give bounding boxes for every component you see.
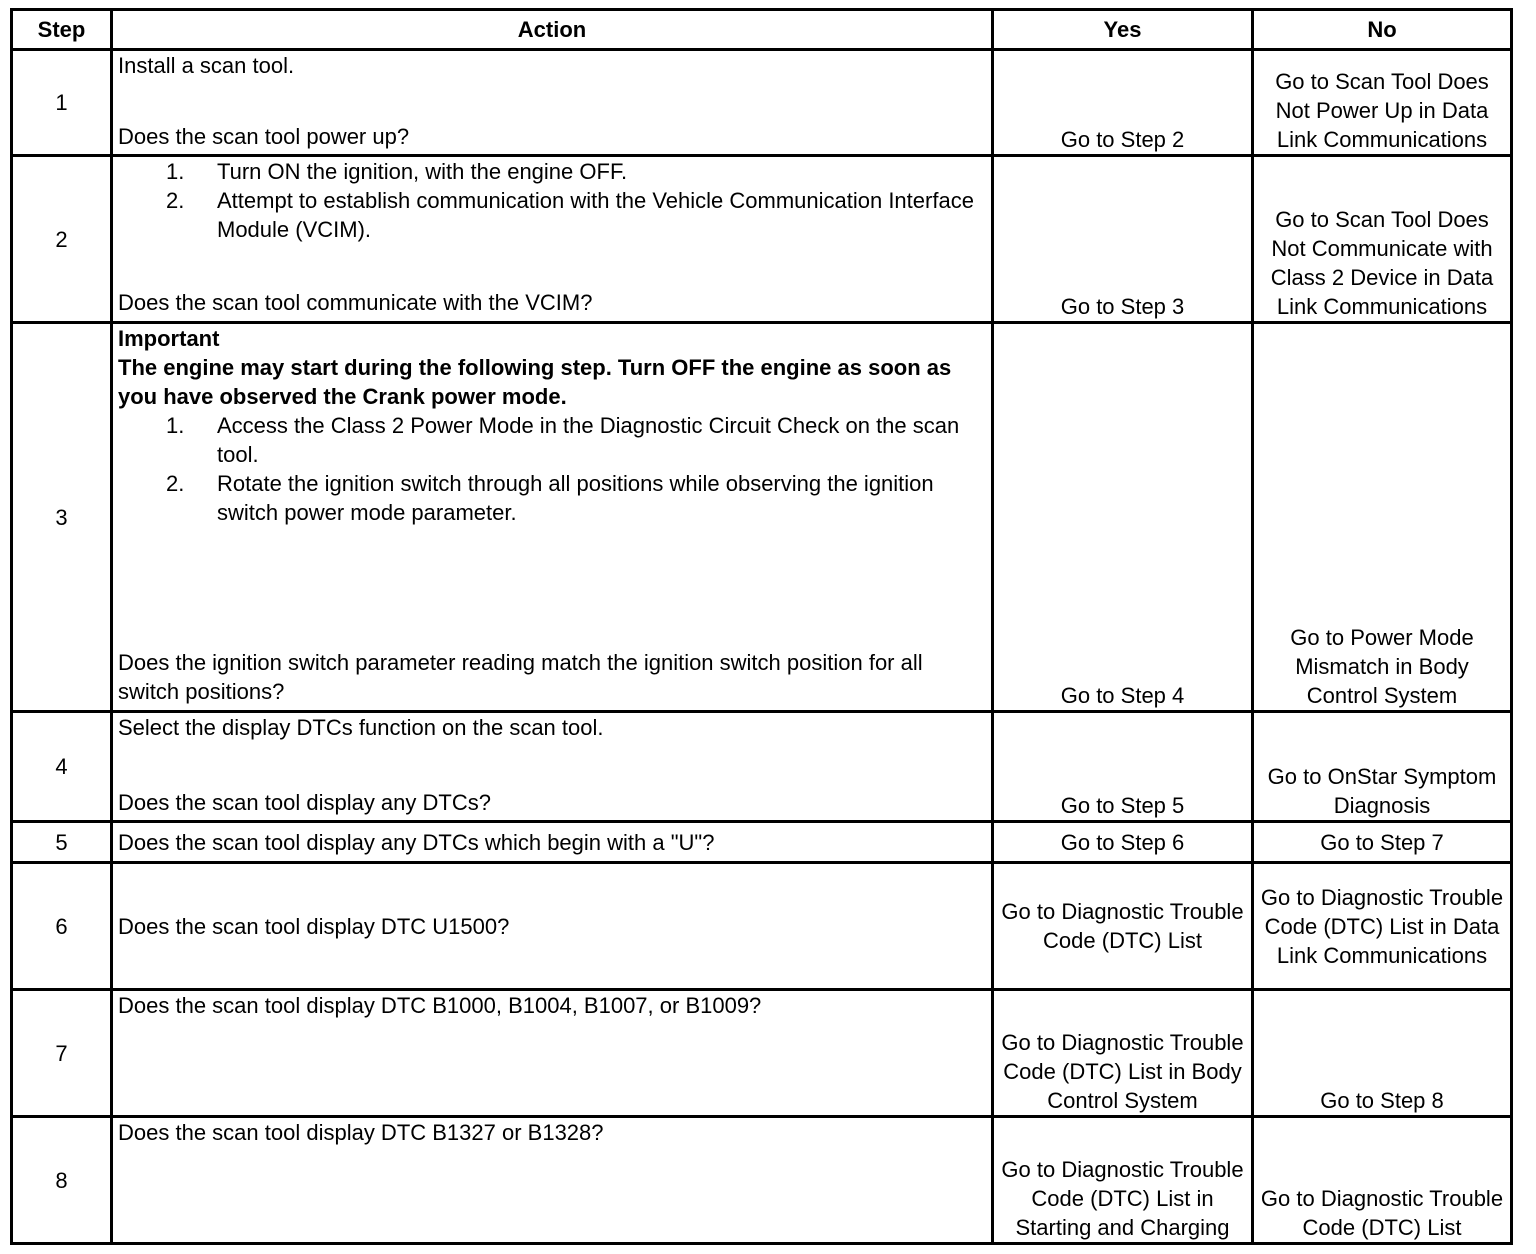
action-question: Does the scan tool communicate with the VCIM? <box>118 290 593 315</box>
step-number: 3 <box>12 323 112 712</box>
no-cell: Go to Step 8 <box>1253 990 1512 1117</box>
list-item: 2. Rotate the ignition switch through all positions while observing the ignition switch power mode parameter. <box>166 471 934 525</box>
yes-cell: Go to Step 4 <box>993 323 1253 712</box>
header-yes: Yes <box>993 10 1253 50</box>
step-number: 6 <box>12 863 112 990</box>
step-number: 4 <box>12 712 112 822</box>
important-text: The engine may start during the following step. Turn OFF the engine as soon as you have observed the Crank power mode. <box>118 355 952 409</box>
header-no: No <box>1253 10 1512 50</box>
header-action: Action <box>112 10 993 50</box>
header-row <box>12 10 1512 50</box>
yes-cell: Go to Step 2 <box>993 50 1253 156</box>
step-number: 7 <box>12 990 112 1117</box>
yes-cell: Go to Diagnostic Trouble Code (DTC) List <box>993 863 1253 990</box>
action-question: Does the scan tool display any DTCs which begin with a "U"? <box>112 822 993 863</box>
yes-cell: Go to Step 6 <box>993 822 1253 863</box>
action-intro: Install a scan tool. <box>118 53 295 78</box>
action-cell <box>112 323 993 712</box>
list-item: 2. Attempt to establish communication with the Vehicle Communication Interface Module (VCIM). <box>166 188 974 242</box>
table-row <box>12 1117 1512 1244</box>
no-cell: Go to Diagnostic Trouble Code (DTC) List in Data Link Communications <box>1253 863 1512 990</box>
action-question: Does the ignition switch parameter reading match the ignition switch position for all switch positions? <box>118 650 923 704</box>
action-cell <box>112 712 993 822</box>
header-step: Step <box>12 10 112 50</box>
yes-cell: Go to Diagnostic Trouble Code (DTC) List in Starting and Charging <box>993 1117 1253 1244</box>
important-label: Important <box>118 326 220 351</box>
no-cell: Go to Scan Tool Does Not Power Up in Data Link Communications <box>1253 50 1512 156</box>
action-question: Does the scan tool display any DTCs? <box>118 790 491 815</box>
table-row <box>12 323 1512 712</box>
no-cell: Go to OnStar Symptom Diagnosis <box>1253 712 1512 822</box>
action-question: Does the scan tool display DTC B1327 or B1328? <box>112 1117 993 1244</box>
action-question: Does the scan tool display DTC B1000, B1004, B1007, or B1009? <box>112 990 993 1117</box>
action-list <box>118 157 986 244</box>
action-intro: Select the display DTCs function on the scan tool. <box>118 715 604 740</box>
step-number: 5 <box>12 822 112 863</box>
action-question: Does the scan tool power up? <box>118 124 410 149</box>
no-cell: Go to Step 7 <box>1253 822 1512 863</box>
table-row <box>12 990 1512 1117</box>
action-cell <box>112 50 993 156</box>
no-cell: Go to Power Mode Mismatch in Body Control System <box>1253 323 1512 712</box>
table-row <box>12 50 1512 156</box>
no-cell: Go to Diagnostic Trouble Code (DTC) List <box>1253 1117 1512 1244</box>
diagnostic-table <box>10 8 1513 1245</box>
yes-cell: Go to Step 3 <box>993 156 1253 323</box>
table-row <box>12 822 1512 863</box>
no-cell: Go to Scan Tool Does Not Communicate with Class 2 Device in Data Link Communications <box>1253 156 1512 323</box>
yes-cell: Go to Step 5 <box>993 712 1253 822</box>
action-question: Does the scan tool display DTC U1500? <box>112 863 993 990</box>
step-number: 2 <box>12 156 112 323</box>
list-item: 1. Access the Class 2 Power Mode in the Diagnostic Circuit Check on the scan tool. <box>166 413 960 467</box>
step-number: 8 <box>12 1117 112 1244</box>
action-cell <box>112 156 993 323</box>
table-row <box>12 156 1512 323</box>
action-list <box>118 411 986 527</box>
table-row <box>12 712 1512 822</box>
list-item: 1. Turn ON the ignition, with the engine OFF. <box>166 159 628 184</box>
table-row <box>12 863 1512 990</box>
step-number: 1 <box>12 50 112 156</box>
yes-cell: Go to Diagnostic Trouble Code (DTC) List in Body Control System <box>993 990 1253 1117</box>
